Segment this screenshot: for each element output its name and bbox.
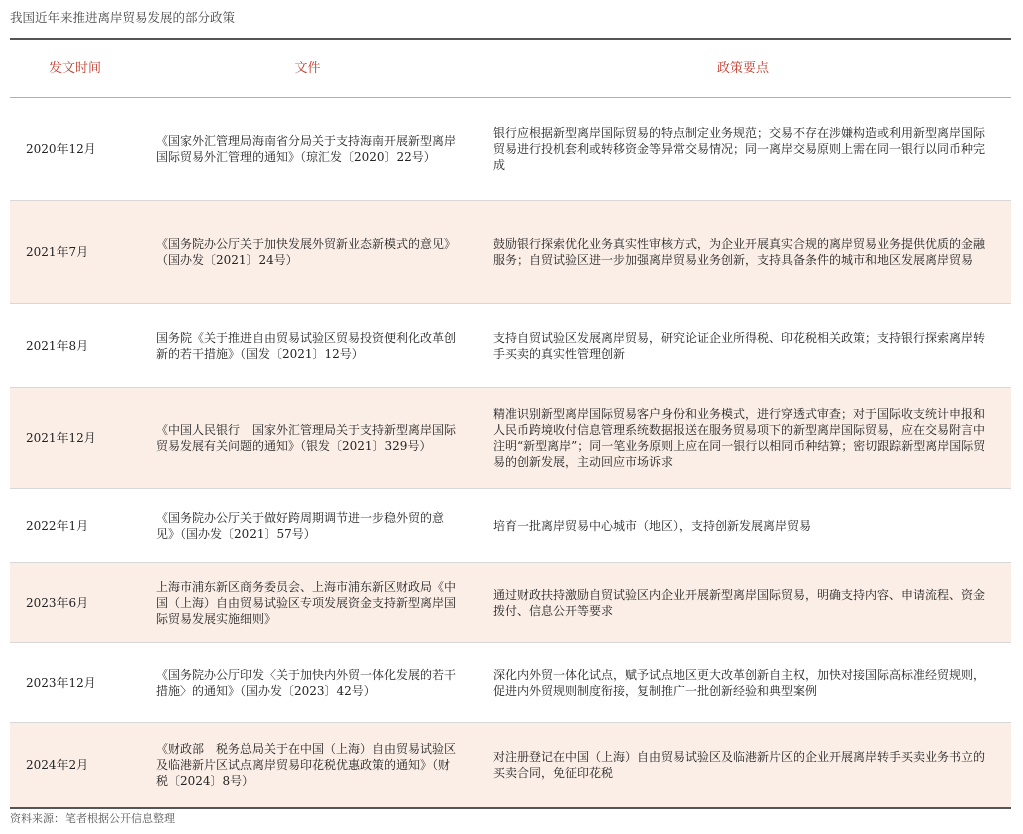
table-row bbox=[10, 388, 1011, 489]
row-document: 上海市浦东新区商务委员会、上海市浦东新区财政局《中国（上海）自由贸易试验区专项发展资金支持新型离岸国际贸易发展实施细则》 bbox=[156, 579, 457, 626]
table-row bbox=[10, 489, 1011, 563]
row-points: 培育一批离岸贸易中心城市（地区），支持创新发展离岸贸易 bbox=[493, 518, 812, 533]
row-date: 2021年12月 bbox=[26, 431, 96, 445]
row-document: 《国务院办公厅关于加快发展外贸新业态新模式的意见》（国办发〔2021〕24号） bbox=[156, 237, 457, 267]
table-header-row bbox=[10, 40, 1011, 98]
table-row bbox=[10, 304, 1011, 388]
table-row bbox=[10, 723, 1011, 807]
bottom-rule bbox=[10, 807, 1011, 809]
row-date: 2021年7月 bbox=[26, 245, 89, 259]
row-date: 2023年6月 bbox=[26, 595, 89, 610]
row-document: 国务院《关于推进自由贸易试验区贸易投资便利化改革创新的若干措施》（国发〔2021〕12号） bbox=[156, 330, 457, 361]
row-document: 《中国人民银行 国家外汇管理局关于支持新型离岸国际贸易发展有关问题的通知》（银发〔2021〕329号） bbox=[156, 423, 457, 453]
row-date: 2020年12月 bbox=[26, 142, 96, 156]
table-row bbox=[10, 201, 1011, 304]
row-document: 《国务院办公厅印发〈关于加快内外贸一体化发展的若干措施〉的通知》（国办发〔2023〕42号） bbox=[156, 667, 457, 698]
row-points: 支持自贸试验区发展离岸贸易，研究论证企业所得税、印花税相关政策；支持银行探索离岸转手买卖的真实性管理创新 bbox=[493, 330, 986, 361]
policy-table bbox=[10, 38, 1011, 809]
row-document: 《财政部 税务总局关于在中国（上海）自由贸易试验区及临港新片区试点离岸贸易印花税优惠政策的通知》（财税〔2024〕8号） bbox=[156, 742, 457, 788]
header-document: 文件 bbox=[294, 60, 321, 76]
row-points: 通过财政扶持激励自贸试验区内企业开展新型离岸国际贸易，明确支持内容、申请流程、资金拨付、信息公开等要求 bbox=[493, 587, 986, 618]
source-note: 资料来源：笔者根据公开信息整理 bbox=[10, 812, 175, 825]
row-points: 对注册登记在中国（上海）自由贸易试验区及临港新片区的企业开展离岸转手买卖业务书立的买卖合同，免征印花税 bbox=[493, 750, 986, 780]
row-points: 精准识别新型离岸国际贸易客户身份和业务模式，进行穿透式审查；对于国际收支统计申报和人民币跨境收付信息管理系统数据报送在服务贸易项下的新型离岸国际贸易，应在交易附言中注明“新型离岸”；同一笔业务原则上应在同一银行以相同币种结算；密切跟踪新型离岸国际贸易的创新发展，主动回应市场诉求 bbox=[493, 407, 986, 469]
row-document: 《国家外汇管理局海南省分局关于支持海南开展新型离岸国际贸易外汇管理的通知》（琼汇发〔2020〕22号） bbox=[156, 134, 457, 164]
table-row bbox=[10, 98, 1011, 201]
table-title: 我国近年来推进离岸贸易发展的部分政策 bbox=[10, 10, 236, 25]
row-date: 2021年8月 bbox=[26, 338, 89, 353]
table-row bbox=[10, 563, 1011, 643]
row-date: 2024年2月 bbox=[26, 758, 89, 772]
row-points: 银行应根据新型离岸国际贸易的特点制定业务规范；交易不存在涉嫌构造或利用新型离岸国际贸易进行投机套利或转移资金等异常交易情况；同一离岸交易原则上需在同一银行以同币种完成 bbox=[493, 126, 986, 172]
row-points: 鼓励银行探索优化业务真实性审核方式，为企业开展真实合规的离岸贸易业务提供优质的金融服务；自贸试验区进一步加强离岸贸易业务创新，支持具备条件的城市和地区发展离岸贸易 bbox=[493, 237, 986, 267]
row-date: 2023年12月 bbox=[26, 675, 96, 690]
row-document: 《国务院办公厅关于做好跨周期调节进一步稳外贸的意见》（国办发〔2021〕57号） bbox=[156, 510, 445, 541]
row-date: 2022年1月 bbox=[26, 518, 89, 533]
table-row bbox=[10, 643, 1011, 723]
header-date: 发文时间 bbox=[48, 60, 101, 76]
row-points: 深化内外贸一体化试点，赋予试点地区更大改革创新自主权，加快对接国际高标准经贸规则，促进内外贸规则制度衔接，复制推广一批创新经验和典型案例 bbox=[493, 667, 986, 698]
header-points: 政策要点 bbox=[716, 60, 769, 76]
